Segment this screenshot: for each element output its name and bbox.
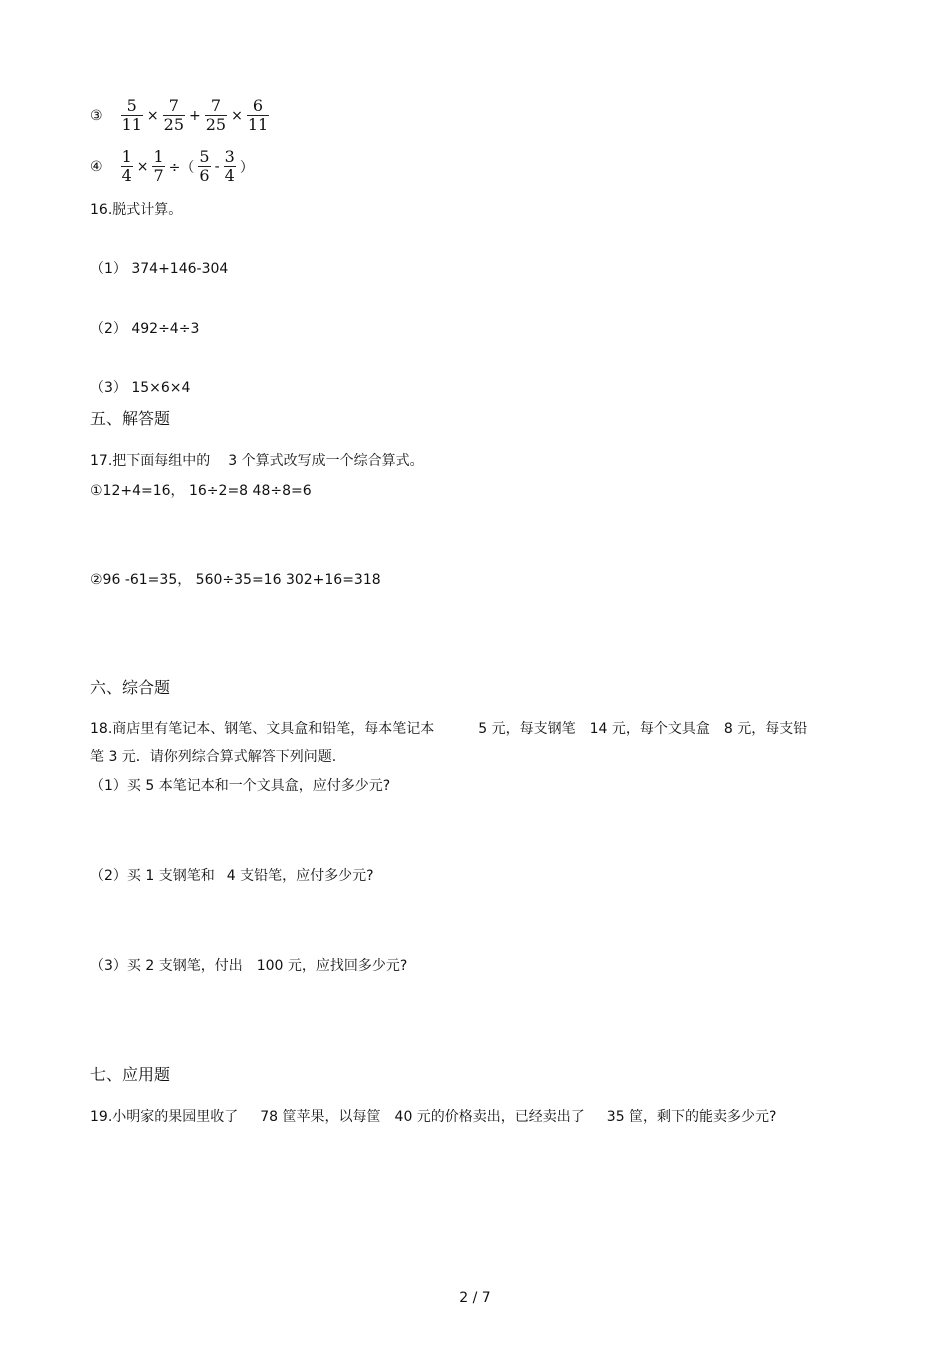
q17-title-b: 3 个算式改写成一个综合算式。	[228, 453, 424, 469]
q16-title: 16.脱式计算。	[90, 202, 183, 218]
fraction: $\frac{1}{4}$	[121, 147, 132, 185]
q17-title	[90, 450, 424, 470]
item-marker: ③	[90, 107, 103, 124]
q19-part: 19.小明家的果园里收了	[90, 1109, 239, 1125]
q17-title-a: 17.把下面每组中的	[90, 453, 211, 469]
q18-line1-part: 18.商店里有笔记本、钢笔、文具盒和铅笔，每本笔记本	[90, 721, 435, 737]
q18-sub2-part: （2）买 1 支钢笔和	[90, 868, 215, 884]
q18-line1-part: 14 元，每个文具盒	[589, 721, 710, 737]
fraction: $\frac{7}{25}$	[163, 96, 185, 134]
q18-line1-part: 5 元，每支钢笔	[478, 721, 576, 737]
q18-sub-2	[90, 865, 374, 885]
section-heading-6: 六、综合题	[90, 678, 171, 697]
q15-item4	[90, 149, 256, 184]
q18-sub3-part: （3）买 2 支钢笔，付出	[90, 958, 243, 974]
page-number: 2 / 7	[459, 1290, 491, 1306]
q18-line1-part: 8 元，每支铅	[723, 721, 808, 737]
q17-item-2: ②96 -61=35， 560÷35=16 302+16=318	[90, 572, 381, 588]
fraction: $\frac{1}{7}$	[153, 147, 164, 185]
q16-item-3: （3） 15×6×4	[90, 380, 191, 396]
q16-item-2: （2） 492÷4÷3	[90, 321, 200, 337]
operator: -	[214, 158, 220, 175]
q17-item-1: ①12+4=16， 16÷2=8 48÷8=6	[90, 483, 312, 499]
fraction: $\frac{7}{25}$	[205, 96, 227, 134]
operator: ）	[239, 159, 254, 176]
item-marker: ④	[90, 158, 103, 175]
q15-item3	[90, 98, 271, 133]
operator: ÷（	[168, 159, 195, 176]
section-heading-7: 七、应用题	[90, 1065, 171, 1084]
q19-part: 40 元的价格卖出，已经卖出了	[394, 1109, 585, 1125]
q18-line-1	[90, 718, 807, 738]
q19-part: 35 筐，剩下的能卖多少元?	[606, 1109, 777, 1125]
fraction: $\frac{5}{6}$	[199, 147, 210, 185]
fraction: $\frac{3}{4}$	[224, 147, 235, 185]
fraction: $\frac{5}{11}$	[121, 96, 142, 134]
q18-sub2-part: 4 支铅笔，应付多少元?	[226, 868, 374, 884]
q19-text	[90, 1106, 777, 1126]
q18-sub-1: （1）买 5 本笔记本和一个文具盒，应付多少元?	[90, 778, 391, 794]
section-heading-5: 五、解答题	[90, 409, 171, 428]
fraction: $\frac{6}{11}$	[247, 96, 269, 134]
q18-line-2: 笔 3 元．请你列综合算式解答下列问题.	[90, 749, 337, 765]
operator: ×	[136, 158, 149, 175]
q19-part: 78 筐苹果，以每筐	[260, 1109, 381, 1125]
q16-item-1: （1） 374+146-304	[90, 261, 229, 277]
operator: +	[189, 107, 201, 124]
operator: ×	[231, 107, 243, 124]
operator: ×	[146, 107, 159, 124]
q18-sub-3	[90, 955, 407, 975]
q18-sub3-part: 100 元，应找回多少元?	[256, 958, 408, 974]
